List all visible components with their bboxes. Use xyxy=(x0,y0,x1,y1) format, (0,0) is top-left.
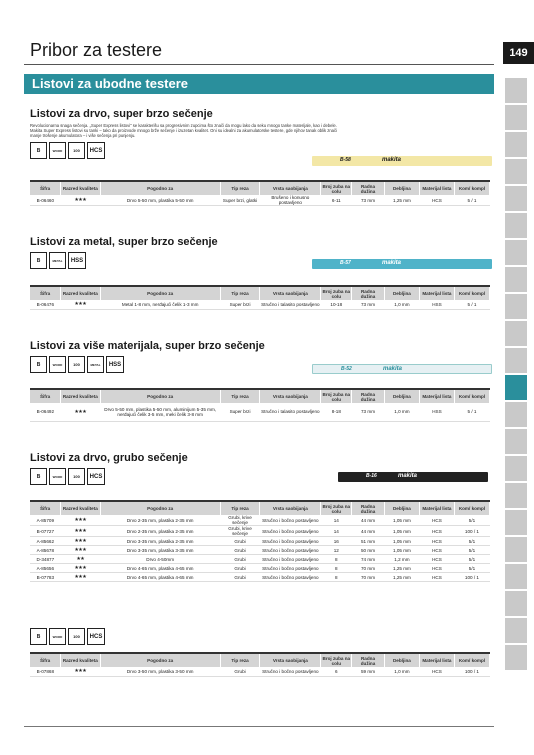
hcs-material-icon: HCS xyxy=(87,628,105,645)
table-header: Šifra Razred kvaliteta Pogodno za Tip reza Vrsta saobijanja Broj zuba na colu Radna dužina Debljina Materijal lista Kom/ kompl xyxy=(30,501,490,515)
title-divider xyxy=(24,64,494,65)
banner-accent xyxy=(490,74,494,94)
side-index-tabs xyxy=(505,78,527,672)
blade-image: B-57 makita xyxy=(312,259,492,269)
side-tab[interactable] xyxy=(505,321,527,346)
wood-icon: WOOD xyxy=(49,356,66,373)
b-shank-icon: B xyxy=(30,142,47,159)
side-tab[interactable] xyxy=(505,510,527,535)
side-tab[interactable] xyxy=(505,429,527,454)
hcs-material-icon: HCS xyxy=(87,468,105,485)
side-tab[interactable] xyxy=(505,402,527,427)
table-row: A-85678 ★★★ Drvo 3-35 mm, plastika 3-35 mm Grubi Stručno i bočno postavljeno 12 50 mm 1,05 mm HCS 5/1 xyxy=(30,546,490,555)
side-tab[interactable] xyxy=(505,591,527,616)
blade-image: B-16 makita xyxy=(338,472,488,482)
side-tab[interactable] xyxy=(505,186,527,211)
section-title: Listovi za više materijala, super brzo sečenje xyxy=(30,340,265,352)
table-header: Šifra Razred kvaliteta Pogodno za Tip reza Vrsta saobijanja Broj zuba na colu Radna dužina Debljina Materijal lista Kom/ kompl xyxy=(30,389,490,403)
table-row: B-06476 ★★★ Metal 1-8 mm, nerđajući čelik 1-3 mm Super brzi Stručno i talasito postavljeno 10-18 73 mm 1,0 mm HSS 5 / 1 xyxy=(30,300,490,309)
spec-table-3 xyxy=(30,388,490,422)
category-banner: Listovi za ubodne testere xyxy=(24,74,490,94)
spec-table-5 xyxy=(30,652,490,677)
bottom-divider xyxy=(24,726,494,727)
side-tab[interactable] xyxy=(505,213,527,238)
side-tab[interactable] xyxy=(505,564,527,589)
depth-100-icon: 100 xyxy=(68,628,85,645)
side-tab[interactable] xyxy=(505,645,527,670)
table-row: B-07783 ★★★ Drvo 4-65 mm, plastika 4-65 mm Grubi Stručno i bočno postavljeno 8 70 mm 1,25 mm HCS 100 / 1 xyxy=(30,573,490,582)
depth-100-icon: 100 xyxy=(68,142,85,159)
section-wood-rough-bulk xyxy=(30,624,490,645)
b-shank-icon: B xyxy=(30,628,47,645)
side-tab[interactable] xyxy=(505,105,527,130)
section-title: Listovi za drvo, grubo sečenje xyxy=(30,452,188,464)
wood-icon: WOOD xyxy=(49,628,66,645)
side-tab[interactable] xyxy=(505,537,527,562)
table-row: B-07868 ★★★ Drvo 3-50 mm, plastika 3-50 mm Grubi Stručno i bočno postavljeno 6 59 mm 1,0 mm HCS 100 / 1 xyxy=(30,667,490,676)
side-tab[interactable] xyxy=(505,456,527,481)
side-tab[interactable] xyxy=(505,618,527,643)
table-header: Šifra Razred kvaliteta Pogodno za Tip reza Vrsta saobijanja Broj zuba na colu Radna dužina Debljina Materijal lista Kom/ kompl xyxy=(30,181,490,195)
b-shank-icon: B xyxy=(30,468,47,485)
wood-icon: WOOD xyxy=(49,142,66,159)
feature-icons xyxy=(30,628,490,645)
section-description: Revolucionarna snaga sečenja. „Super Express listovi" se karakterišu sa progresivnim zupcima što znači da mogu lako da seku mnogo tanke materijale, kao i debele. Makita Super Express listovi su tanki – tako da proizvode mnogo brže sečenje i izuzetan kvalitet. Oni su idealni za akumulatorske testere, gde njihov tanak oblik znači manje trošenje akumulatora – i više sečenja pri punjenju. xyxy=(30,123,338,138)
wood-icon: WOOD xyxy=(49,468,66,485)
side-tab-active[interactable] xyxy=(505,375,527,400)
side-tab[interactable] xyxy=(505,348,527,373)
hss-material-icon: HSS xyxy=(68,252,86,269)
side-tab[interactable] xyxy=(505,267,527,292)
spec-table-2 xyxy=(30,285,490,310)
side-tab[interactable] xyxy=(505,240,527,265)
hcs-material-icon: HCS xyxy=(87,142,105,159)
table-row: A-85709 ★★★ Drvo 2-35 mm, plastika 2-35 mm Grubi, krive sečenje Stručno i bočno postavljeno 14 44 mm 1,05 mm HCS 5/1 xyxy=(30,515,490,526)
table-row: D-34877 ★★ Drvo 4-50mm Grubi Stručno i bočno postavljeno 8 74 mm 1,2 mm HCS 5/1 xyxy=(30,555,490,564)
side-tab[interactable] xyxy=(505,483,527,508)
hss-material-icon: HSS xyxy=(106,356,124,373)
table-header: Šifra Razred kvaliteta Pogodno za Tip reza Vrsta saobijanja Broj zuba na colu Radna dužina Debljina Materijal lista Kom/ kompl xyxy=(30,286,490,300)
page-title: Pribor za testere xyxy=(30,40,163,60)
b-shank-icon: B xyxy=(30,252,47,269)
spec-table-4 xyxy=(30,500,490,582)
table-row: B-07727 ★★★ Drvo 2-35 mm, plastika 2-35 mm Grubi, krive sečenje Stručno i bočno postavljeno 14 44 mm 1,05 mm HCS 100 / 1 xyxy=(30,526,490,537)
page-number: 149 xyxy=(503,42,534,64)
depth-100-icon: 100 xyxy=(68,468,85,485)
side-tab[interactable] xyxy=(505,294,527,319)
section-title: Listovi za drvo, super brzo sečenje xyxy=(30,108,213,120)
metal-icon: METAL xyxy=(87,356,104,373)
section-wood-super-fast xyxy=(30,108,490,159)
table-row: A-85662 ★★★ Drvo 3-35 mm, plastika 2-35 mm Grubi Stručno i bočno postavljeno 16 51 mm 1,05 mm HCS 5/1 xyxy=(30,537,490,546)
table-header: Šifra Razred kvaliteta Pogodno za Tip reza Vrsta saobijanja Broj zuba na colu Radna dužina Debljina Materijal lista Kom/ kompl xyxy=(30,653,490,667)
table-row: B-06460 ★★★ Drvo 5-50 mm, plastika 5-50 mm Super brzi, glatki Brušeno i konusno postavljeno 6-11 73 mm 1,25 mm HCS 5 / 1 xyxy=(30,195,490,206)
side-tab[interactable] xyxy=(505,78,527,103)
section-title: Listovi za metal, super brzo sečenje xyxy=(30,236,218,248)
b-shank-icon: B xyxy=(30,356,47,373)
side-tab[interactable] xyxy=(505,159,527,184)
blade-image: B-52 makita xyxy=(312,364,492,374)
side-tab[interactable] xyxy=(505,132,527,157)
metal-icon: METAL xyxy=(49,252,66,269)
blade-image: B-58 makita xyxy=(312,156,492,166)
depth-100-icon: 100 xyxy=(68,356,85,373)
spec-table-1 xyxy=(30,180,490,206)
table-row: A-85656 ★★★ Drvo 4-65 mm, plastika 4-65 mm Grubi Stručno i bočno postavljeno 8 70 mm 1,25 mm HCS 5/1 xyxy=(30,564,490,573)
table-row: B-06492 ★★★ Drvo 5-50 mm, plastika 5-50 mm, aluminijum 5-35 mm, nerđajući čelik 3-5 mm, meki čelik 3-8 mm Super brzi Stručno i talasito postavljeno 8-18 73 mm 1,0 mm HSS 5 / 1 xyxy=(30,403,490,421)
